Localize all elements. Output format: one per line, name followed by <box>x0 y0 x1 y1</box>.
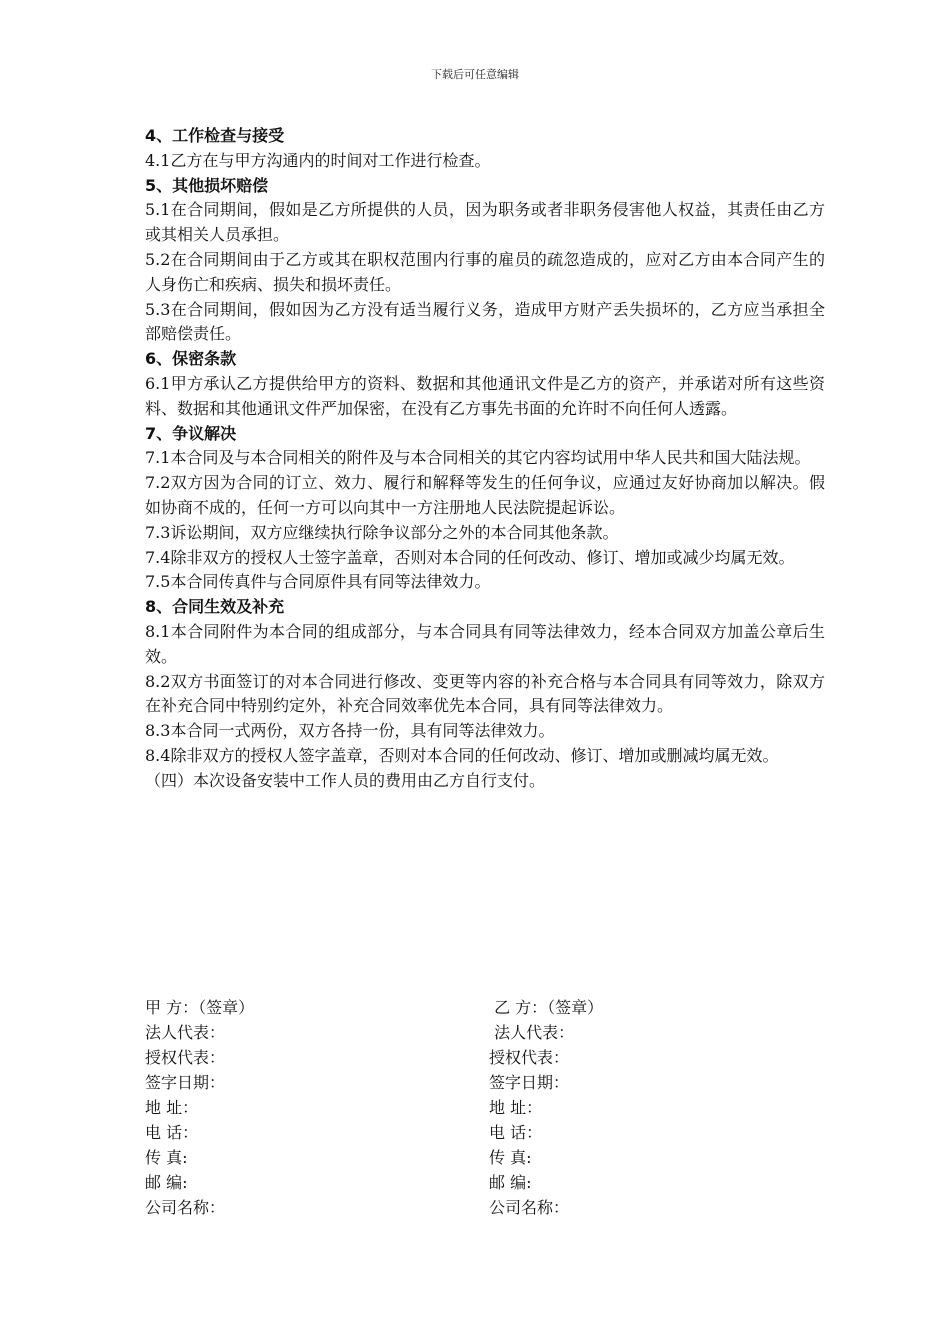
clause-7-2: 7.2双方因为合同的订立、效力、履行和解释等发生的任何争议，应通过友好协商加以解决。假如协商不成的，任何一方可以向其中一方注册地人民法院提起诉讼。 <box>145 473 825 517</box>
clause-7-5: 7.5本合同传真件与合同原件具有同等法律效力。 <box>145 572 491 592</box>
party-b-phone: 电 话： <box>489 1123 543 1142</box>
party-b-company-name: 公司名称： <box>489 1198 570 1217</box>
clause-8-3: 8.3本合同一式两份，双方各持一份，具有同等法律效力。 <box>145 721 555 741</box>
party-a-phone: 电 话： <box>145 1123 199 1142</box>
party-a-fax: 传 真: <box>145 1148 188 1167</box>
party-a-sign-date: 签字日期： <box>145 1073 226 1092</box>
party-a-authorized-rep: 授权代表： <box>145 1048 226 1067</box>
clause-4-1: 4.1乙方在与甲方沟通内的时间对工作进行检查。 <box>145 150 491 170</box>
section-title: 6、保密条款 <box>145 349 237 369</box>
party-b-sign-date: 签字日期： <box>489 1073 570 1092</box>
clause-5-1: 5.1在合同期间，假如是乙方所提供的人员，因为职务或者非职务侵害他人权益，其责任由乙方或其相关人员承担。 <box>145 200 825 245</box>
clause-5-3: 5.3在合同期间，假如因为乙方没有适当履行义务，造成甲方财产丢失损坏的，乙方应当承担全部赔偿责任。 <box>145 299 825 344</box>
clause-7-3: 7.3诉讼期间，双方应继续执行除争议部分之外的本合同其他条款。 <box>145 522 619 542</box>
section-title: 8、合同生效及补充 <box>145 597 285 617</box>
party-b-postcode: 邮 编: <box>489 1173 532 1192</box>
clause-4-fee: （四）本次设备安装中工作人员的费用由乙方自行支付。 <box>145 770 546 790</box>
party-a-postcode: 邮 编: <box>145 1173 188 1192</box>
clause-8-1: 8.1本合同附件为本合同的组成部分，与本合同具有同等法律效力，经本合同双方加盖公章后生效。 <box>145 621 825 666</box>
clause-6-1: 6.1甲方承认乙方提供给甲方的资料、数据和其他通讯文件是乙方的资产，并承诺对所有这些资料、数据和其他通讯文件严加保密，在没有乙方事先书面的允许时不向任何人透露。 <box>145 373 825 418</box>
clause-8-4: 8.4除非双方的授权人签字盖章，否则对本合同的任何改动、修订、增加或删减均属无效。 <box>145 745 779 765</box>
party-a-address: 地 址： <box>145 1098 199 1117</box>
section-title: 4、工作检查与接受 <box>145 126 285 145</box>
party-b-fax: 传 真: <box>489 1148 532 1167</box>
party-a-signature-block <box>145 995 254 1220</box>
party-b-address: 地 址： <box>489 1098 543 1117</box>
clause-8-2: 8.2双方书面签订的对本合同进行修改、变更等内容的补充合格与本合同具有同等效力，除双方在补充合同中特别约定外，补充合同效率优先本合同，具有同等法律效力。 <box>145 671 825 716</box>
party-b-authorized-rep: 授权代表： <box>489 1048 570 1067</box>
party-b-legal-rep: 法人代表： <box>489 1023 575 1042</box>
party-b-signature-block <box>489 995 603 1220</box>
section-title: 7、争议解决 <box>145 423 237 443</box>
clause-7-4: 7.4除非双方的授权人士签字盖章，否则对本合同的任何改动、修订、增加或减少均属无效。 <box>145 547 795 567</box>
section-title: 5、其他损坏赔偿 <box>145 175 269 195</box>
header-note: 下载后可任意编辑 <box>431 68 519 81</box>
clause-7-1: 7.1本合同及与本合同相关的附件及与本合同相关的其它内容均试用中华人民共和国大陆法规。 <box>145 448 811 468</box>
party-a-seal: 甲 方：（签章） <box>145 998 255 1017</box>
party-a-legal-rep: 法人代表： <box>145 1023 226 1042</box>
clause-5-2: 5.2在合同期间由于乙方或其在职权范围内行事的雇员的疏忽造成的，应对乙方由本合同产生的人身伤亡和疾病、损失和损坏责任。 <box>145 249 825 294</box>
party-a-company-name: 公司名称： <box>145 1198 226 1217</box>
party-b-seal: 乙 方：（签章） <box>489 998 604 1017</box>
contract-body <box>145 124 825 794</box>
